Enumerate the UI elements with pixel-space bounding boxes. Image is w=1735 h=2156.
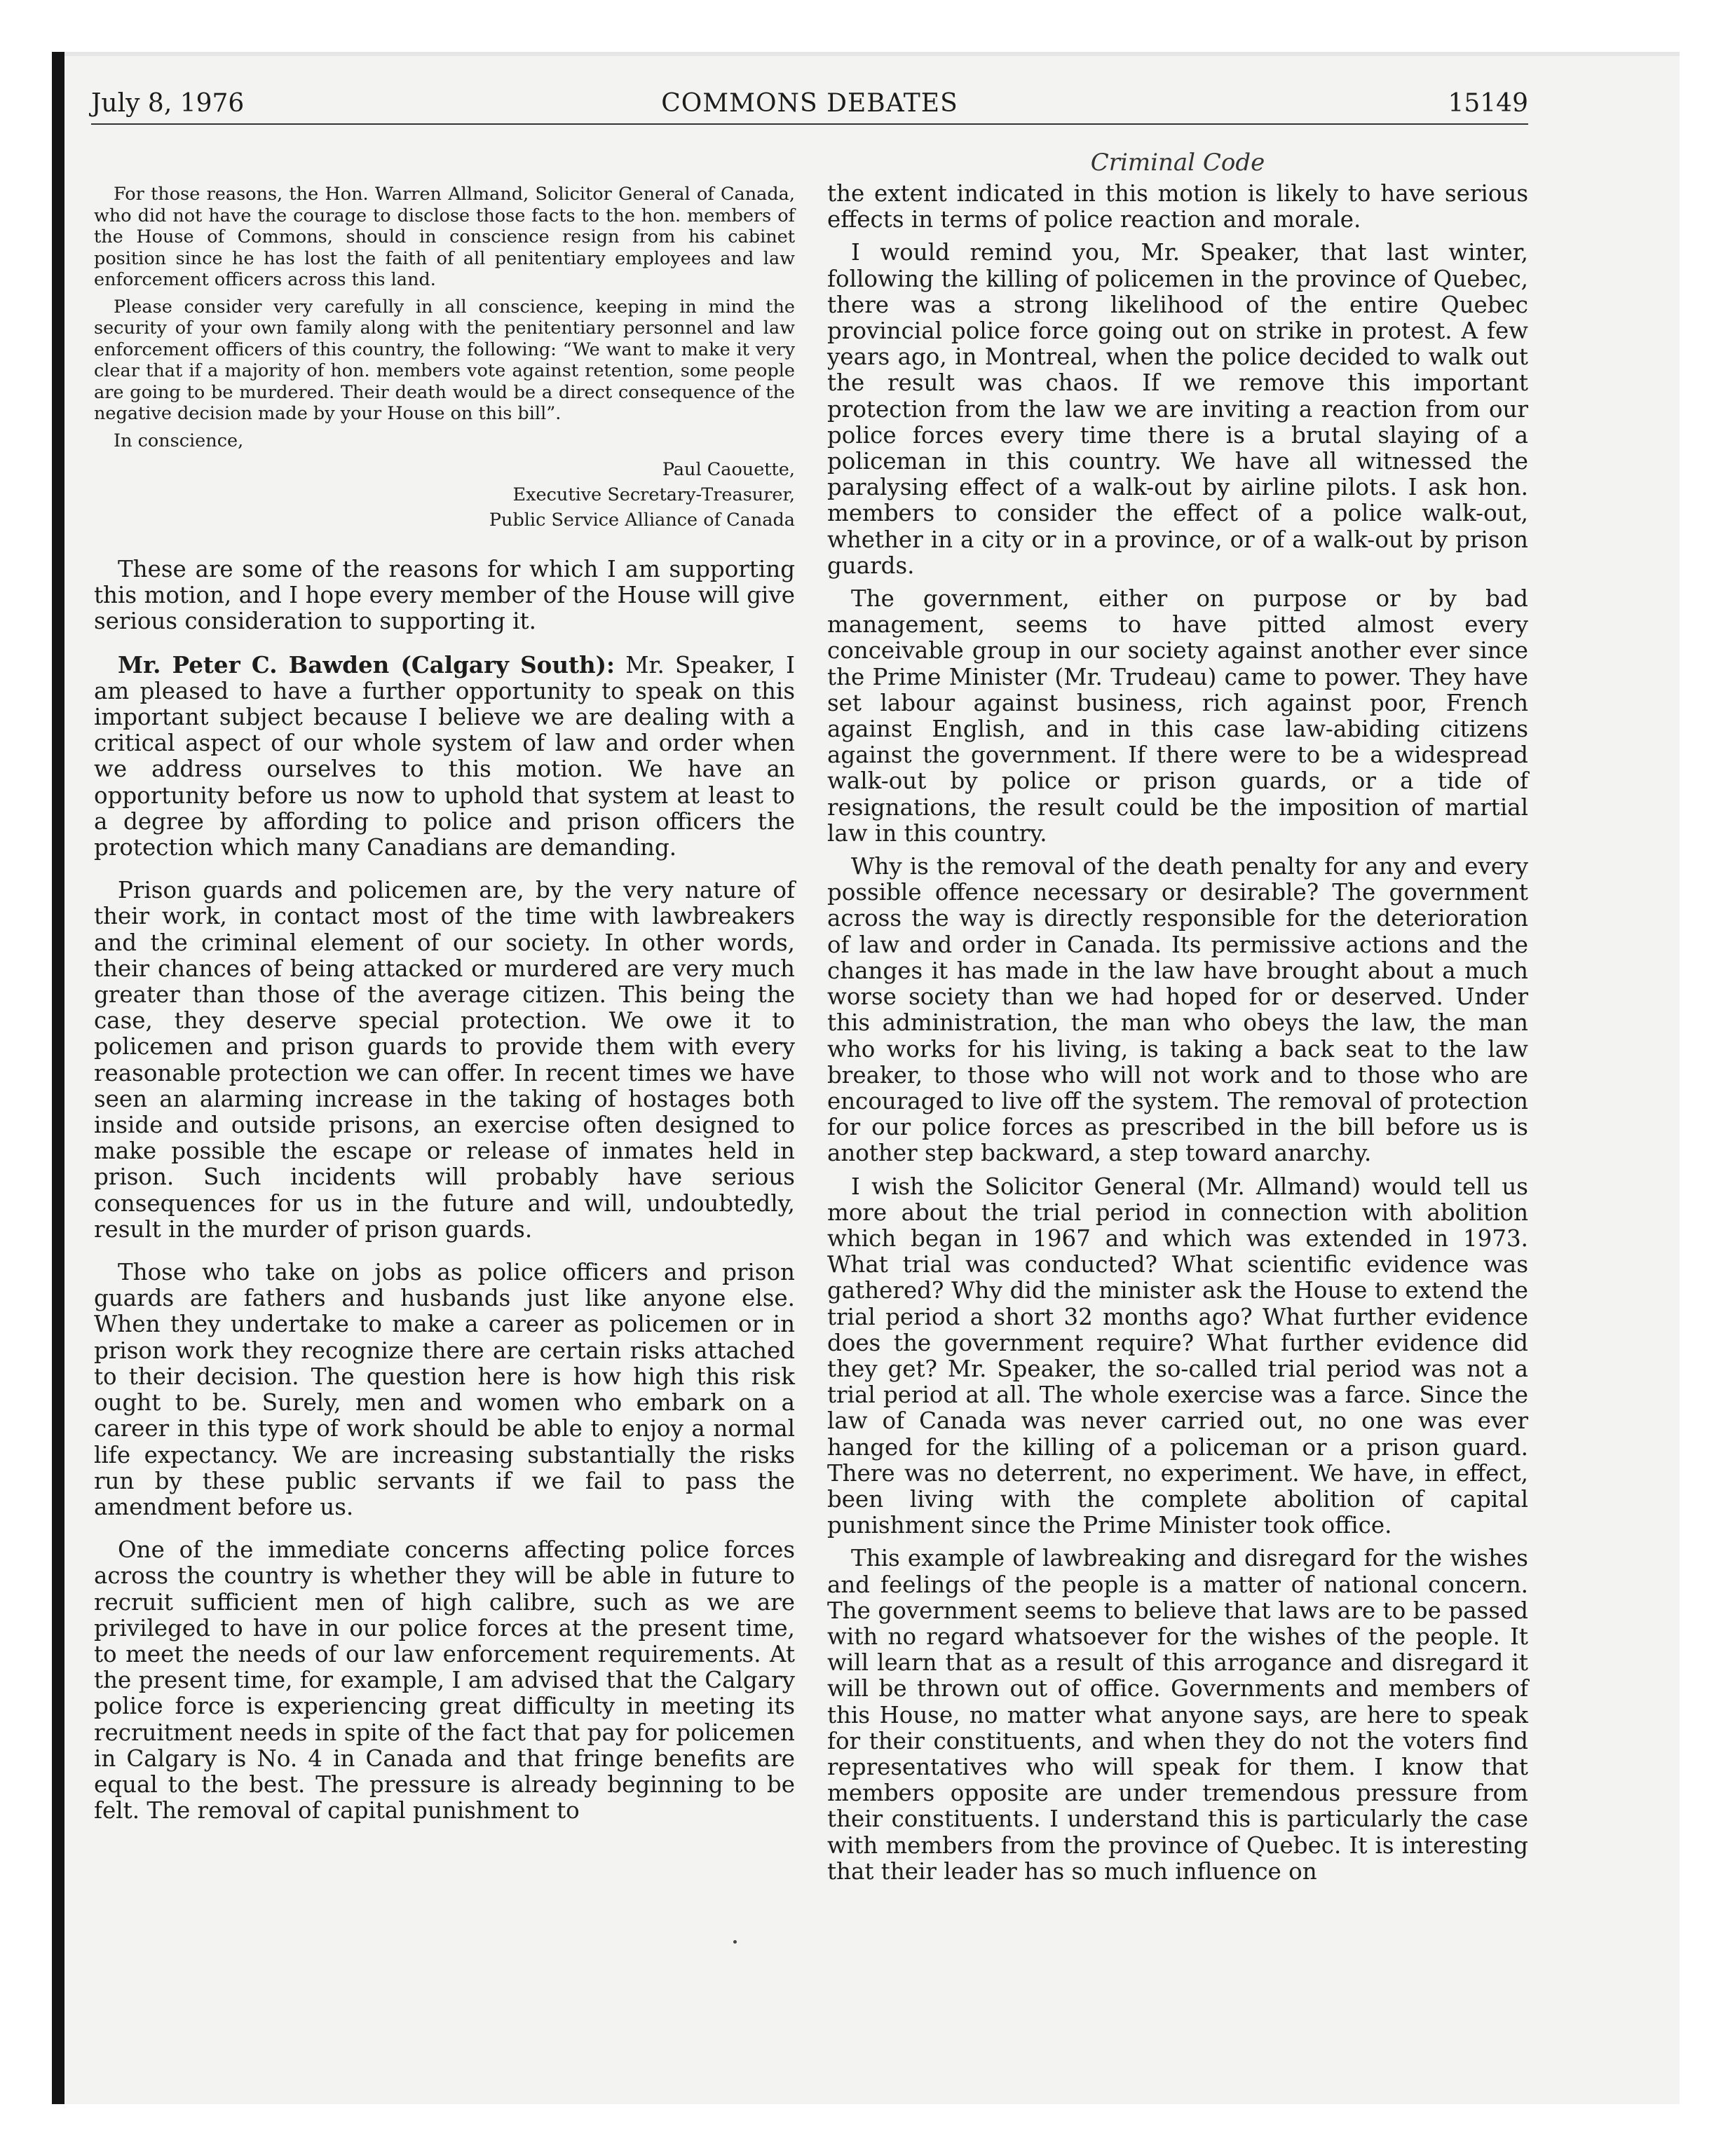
speech-paragraph: This example of lawbreaking and disregard for the wishes and feelings of the people is a matter of national concern. The government seems to believe that laws are to be passed with no regard whatsoever for the wishes of the people. It will learn that as a result of this arrogance and disregard it will be thrown out of office. Governments and members of this House, no matter what anyone says, are here to speak for their constituents, and when they do not the voters find representatives who will speak for them. I know that members opposite are under tremendous pressure from their constituents. I understand this is particularly the case with members from the province of Quebec. It is interesting that their leader has so much influence on <box>827 1545 1528 1885</box>
left-column <box>94 147 795 1841</box>
header-page-number: 15149 <box>1448 89 1528 118</box>
speech-paragraph-text: Mr. Speaker, I am pleased to have a further opportunity to speak on this important subject because I believe we are dealing with a critical aspect of our whole system of law and order when we address ourselves to this motion. We have an opportunity before us now to uphold that system at least to a degree by affording to police and prison officers the protection which many Canadians are demanding. <box>94 651 796 861</box>
quoted-letter <box>94 184 795 533</box>
speech-paragraph: Prison guards and policemen are, by the very nature of their work, in contact most of the time with lawbreakers and the criminal element of our society. In other words, their chances of being attacked or murdered are very much greater than those of the average citizen. This being the case, they deserve special protection. We owe it to policemen and prison guards to provide them with every reasonable protection we can offer. In recent times we have seen an alarming increase in the taking of hostages both inside and outside prisons, an exercise often designed to make possible the escape or release of inmates held in prison. Such incidents will probably have serious consequences for us in the future and will, undoubtedly, result in the murder of prison guards. <box>94 877 795 1243</box>
speech-paragraph: Why is the removal of the death penalty for any and every possible offence necessary or desirable? The government across the way is directly responsible for the deterioration of law and order in Canada. Its permissive actions and the changes it has made in the law have brought about a much worse society than we had hoped for or deserved. Under this administration, the man who obeys the law, the man who works for his living, is taking a back seat to the law breaker, to those who will not work and to those who are encouraged to live off the system. The removal of protection for our police forces as prescribed in the bill before us is another step backward, a step toward anarchy. <box>827 853 1528 1167</box>
speech-text <box>94 557 795 1824</box>
speech-text <box>827 181 1528 1885</box>
speech-paragraph: The government, either on purpose or by bad management, seems to have pitted almost every conceivable group in our society against another ever since the Prime Minister (Mr. Trudeau) came to power. They have set labour against business, rich against poor, French against English, and in this case law-abiding citizens against the government. If there were to be a widespread walk-out by police or prison guards, or a tide of resignations, the result could be the imposition of martial law in this country. <box>827 585 1528 847</box>
signature-name: Paul Caouette, <box>662 459 795 480</box>
speech-paragraph: Those who take on jobs as police officers and prison guards are fathers and husbands just like anyone else. When they undertake to make a career as policemen or in prison work they recognize there are certain risks attached to their decision. The question here is how high this risk ought to be. Surely, men and women who embark on a career in this type of work should be able to enjoy a normal life expectancy. We are increasing substantially the risks run by these public servants if we fail to pass the amendment before us. <box>94 1259 795 1520</box>
speech-paragraph: the extent indicated in this motion is likely to have serious effects in terms of police reaction and morale. <box>827 180 1528 233</box>
letter-paragraph: Please consider very carefully in all conscience, keeping in mind the security of your own family along with the penitentiary personnel and law enforcement officers of this country, the following: “We want to make it very clear that if a majority of hon. members vote against retention, some people are going to be murdered. Their death would be a direct consequence of the negative decision made by your House on this bill”. <box>94 296 795 424</box>
letter-paragraph: For those reasons, the Hon. Warren Allmand, Solicitor General of Canada, who did not have the courage to disclose those facts to the hon. members of the House of Commons, should in conscience resign from his cabinet position since he has lost the faith of all penitentiary employees and law enforcement officers across this land. <box>94 184 795 290</box>
speech-paragraph: I would remind you, Mr. Speaker, that last winter, following the killing of policemen in the province of Quebec, there was a strong likelihood of the entire Quebec provincial police force going out on strike in protest. A few years ago, in Montreal, when the police decided to walk out the result was chaos. If we remove this important protection from the law we are inviting a reaction from our police forces every time there is a brutal slaying of a policeman in this country. We have all witnessed the paralysing effect of a walk-out by airline pilots. I ask hon. members to consider the effect of a police walk-out, whether in a city or in a province, or of a walk-out by prison guards. <box>827 239 1528 579</box>
speaker-name: Mr. Peter C. Bawden (Calgary South): <box>118 650 615 678</box>
section-heading: Criminal Code <box>1090 149 1265 177</box>
closing-paragraph: These are some of the reasons for which I am supporting this motion, and I hope every member of the House will give serious consideration to supporting it. <box>94 556 795 635</box>
speech-paragraph: I wish the Solicitor General (Mr. Allmand) would tell us more about the trial period in connection with abolition which began in 1967 and which was extended in 1973. What trial was conducted? What scientific evidence was gathered? Why did the minister ask the House to extend the trial period a short 32 months ago? What further evidence does the government require? What further evidence did they get? Mr. Speaker, the so-called trial period was not a trial period at all. The whole exercise was a farce. Since the law of Canada was never carried out, no one was ever hanged for the killing of a policeman or a prison guard. There was no deterrent, no experiment. We have, in effect, been living with the complete abolition of capital punishment since the Prime Minister took office. <box>827 1173 1528 1539</box>
header-date: July 8, 1976 <box>91 89 245 118</box>
speech-paragraph <box>94 652 795 861</box>
header-title: COMMONS DEBATES <box>661 89 958 118</box>
print-speck <box>733 1940 737 1944</box>
page-header <box>91 84 1528 125</box>
signature-position: Executive Secretary-Treasurer, <box>512 484 795 505</box>
speech-paragraph: One of the immediate concerns affecting police forces across the country is whether they will be able in future to recruit sufficient men of high calibre, such as we are privileged to have in our police forces at the present time, to meet the needs of our law enforcement requirements. At the present time, for example, I am advised that the Calgary police force is experiencing great difficulty in meeting its recruitment needs in spite of the fact that pay for policemen in Calgary is No. 4 in Canada and that fringe benefits are equal to the best. The pressure is already beginning to be felt. The removal of capital punishment to <box>94 1536 795 1824</box>
signature-organization: Public Service Alliance of Canada <box>489 510 795 531</box>
letter-paragraph: In conscience, <box>114 430 244 451</box>
letter-signature <box>94 457 795 533</box>
right-column <box>827 147 1528 1892</box>
scan-edge-left <box>52 52 64 2104</box>
